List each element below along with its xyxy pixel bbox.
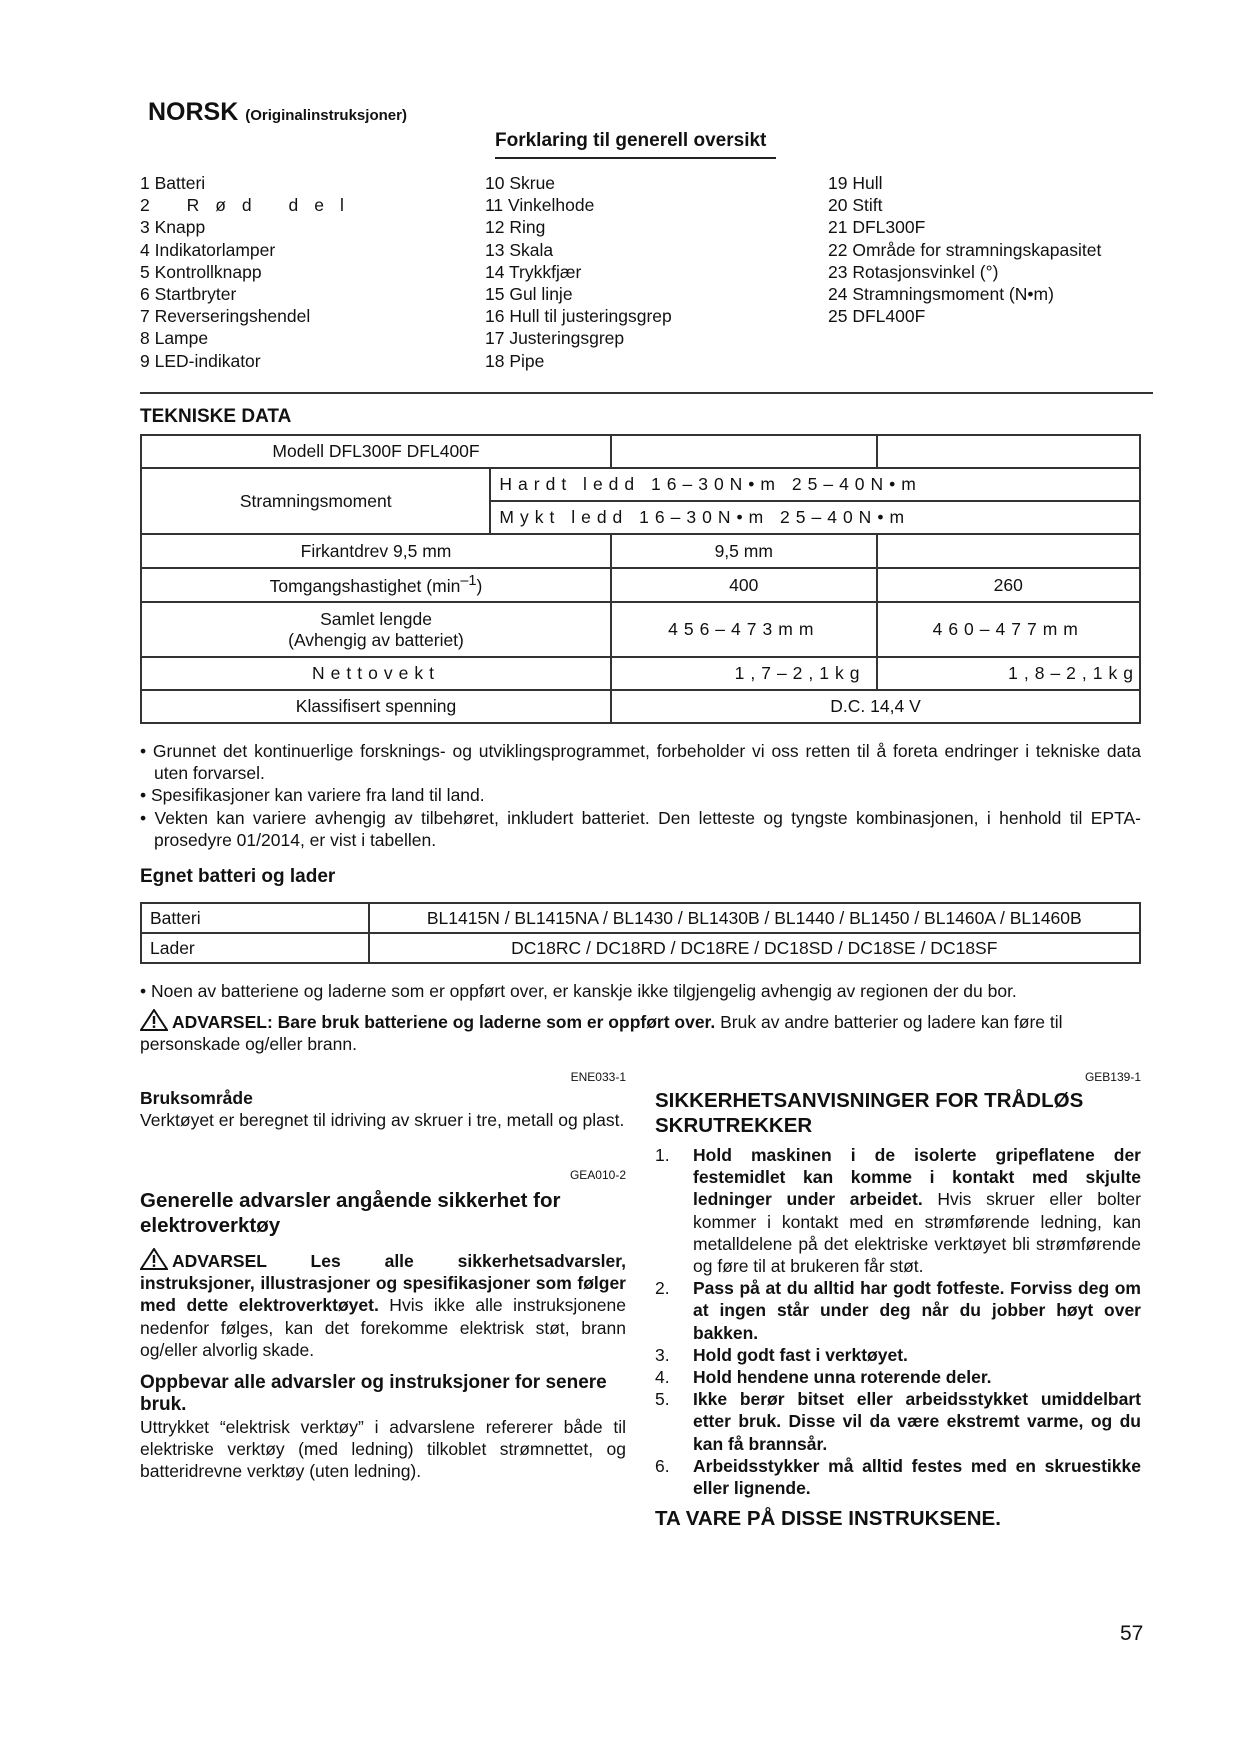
general-safety-title: Generelle advarsler angående sikkerhet for elektroverktøy — [140, 1189, 561, 1237]
list-item: 5. Ikke berør bitset eller arbeidsstykket umiddelbart etter bruk. Disse vil da være ekstremt varme, og du kan få brannsår. — [655, 1389, 1141, 1454]
table-row — [141, 435, 1140, 468]
warning-triangle-icon — [140, 1248, 168, 1270]
table-cell-empty — [877, 435, 1141, 468]
legend-item: 24 Stramningsmoment (N•m) — [828, 284, 1054, 305]
code-ene033: ENE033-1 — [570, 1070, 626, 1084]
note-item: • Vekten kan variere avhengig av tilbehøret, inkludert batteriet. Den letteste og tyngste kombinasjonen, i henhold til EPTA-prosedyre 01/2014, er vist i tabellen. — [140, 807, 1141, 850]
list-item: 3. Hold godt fast i verktøyet. — [655, 1344, 908, 1365]
table-row — [141, 933, 1140, 963]
legend-item: 13 Skala — [485, 239, 554, 260]
legend-item: 6 Startbryter — [140, 284, 237, 305]
legend-item: 1 Batteri — [140, 173, 206, 193]
general-safety-warning — [140, 1248, 626, 1361]
length-dfl400f: 460–477mm — [877, 602, 1141, 657]
code-geb139: GEB139-1 — [1084, 1070, 1141, 1084]
legend-item: 17 Justeringsgrep — [485, 328, 625, 349]
list-item: 6. Arbeidsstykker må alltid festes med en skruestikke eller lignende. — [655, 1455, 1141, 1499]
table-row — [141, 568, 1140, 602]
battery-note: • Noen av batteriene og laderne som er oppført over, er kanskje ikke tilgjengelig avhengig av regionen der du bor. — [140, 981, 1017, 1001]
general-warning-bold: ADVARSEL Les alle sikkerhetsadvarsler, instruksjoner, illustrasjoner og spesifikasjoner som følger med dette elektroverktøyet. — [140, 1251, 626, 1316]
table-row — [141, 657, 1140, 690]
battery-table — [140, 902, 1141, 964]
legend-item: 20 Stift — [828, 195, 883, 216]
square-drive-value: 9,5 mm — [611, 534, 876, 568]
legend-title: Forklaring til generell oversikt — [495, 130, 776, 159]
speed-dfl400f: 260 — [877, 568, 1141, 602]
language-title: NORSK — [148, 98, 239, 126]
list-item: 1. Hold maskinen i de isolerte gripeflatene der festemidlet kan komme i kontakt med skjulte ledninger under arbeidet. Hvis skruer eller bolter kommer i kontakt med en strømførende ledning, kan metalldelene på det elektriske verktøyet bli strømførende og føre til at brukeren får støt. — [655, 1145, 1141, 1277]
legend-item: 9 LED-indikator — [140, 350, 261, 371]
language-subtitle: (Originalinstruksjoner) — [245, 107, 407, 124]
legend-item: 22 Område for stramningskapasitet — [828, 239, 1102, 260]
legend-item: 5 Kontrollknapp — [140, 261, 262, 282]
battery-warning-text: Bruk av andre batterier og ladere kan føre til personskade og/eller brann. — [140, 1012, 1063, 1055]
legend-item: 2 Rød del — [140, 195, 360, 216]
model-cell: Modell DFL300F DFL400F — [141, 435, 611, 468]
legend-item: 19 Hull — [828, 173, 883, 193]
legend-item: 25 DFL400F — [828, 306, 926, 327]
section-divider — [140, 392, 1153, 394]
general-warning-text: Hvis ikke alle instruksjonene nedenfor følges, kan det forekomme elektrisk støt, brann og/eller alvorlig skade. — [140, 1295, 626, 1360]
legend-item: 11 Vinkelhode — [485, 195, 595, 216]
legend-item: 16 Hull til justeringsgrep — [485, 306, 672, 327]
note-item: • Spesifikasjoner kan variere fra land til land. — [140, 785, 485, 806]
legend-item: 15 Gul linje — [485, 284, 573, 305]
torque-label: Stramningsmoment — [141, 468, 490, 534]
cordless-safety-list — [655, 1144, 1141, 1499]
legend-item: 10 Skrue — [485, 173, 556, 193]
table-row — [141, 468, 1140, 501]
voltage-label: Klassifisert spenning — [141, 690, 611, 723]
legend-column-2 — [485, 172, 672, 372]
tech-data-title: TEKNISKE DATA — [140, 406, 292, 427]
save-instructions-footer: TA VARE PÅ DISSE INSTRUKSENE. — [655, 1507, 1001, 1530]
soft-joint-cell: Mykt ledd 16–30N•m 25–40N•m — [490, 501, 1140, 534]
warning-triangle-icon — [140, 1009, 168, 1031]
voltage-value: D.C. 14,4 V — [611, 690, 1140, 723]
weight-label: Nettovekt — [141, 657, 611, 690]
charger-models: DC18RC / DC18RD / DC18RE / DC18SD / DC18SE / DC18SF — [369, 933, 1140, 963]
table-row — [141, 534, 1140, 568]
list-item: 2. Pass på at du alltid har godt fotfeste. Forviss deg om at ingen står under deg når du jobber høyt over bakken. — [655, 1278, 1141, 1343]
table-row — [141, 602, 1140, 657]
page-number: 57 — [1120, 1622, 1144, 1645]
battery-label: Batteri — [141, 903, 369, 933]
keep-instructions-text: Uttrykket “elektrisk verktøy” i advarslene refererer både til elektriske verktøy (med ledning) tilkoblet strømnettet, og batteridrevne verktøy (uten ledning). — [140, 1417, 626, 1482]
speed-label: Tomgangshastighet $(\min^{-1})$ — [141, 568, 611, 602]
battery-warning — [140, 1009, 1141, 1055]
tech-notes — [140, 740, 1141, 851]
legend-item: 4 Indikatorlamper — [140, 239, 276, 260]
battery-warning-bold: ADVARSEL: Bare bruk batteriene og laderne som er oppført over. — [172, 1012, 716, 1032]
speed-dfl300f: 400 — [611, 568, 876, 602]
legend-item: 23 Rotasjonsvinkel (°) — [828, 261, 999, 282]
weight-dfl300f: 1,7–2,1kg — [611, 657, 876, 690]
code-gea010: GEA010-2 — [569, 1168, 626, 1182]
table-cell-empty — [877, 534, 1141, 568]
charger-label: Lader — [141, 933, 369, 963]
table-row — [141, 690, 1140, 723]
square-drive-label: Firkantdrev 9,5 mm — [141, 534, 611, 568]
legend-item: 14 Trykkfjær — [485, 261, 582, 282]
intended-use-text: Verktøyet er beregnet til idriving av skruer i tre, metall og plast. — [140, 1110, 625, 1130]
legend-item: 21 DFL300F — [828, 217, 926, 238]
legend-item: 8 Lampe — [140, 328, 209, 349]
keep-instructions-title: Oppbevar alle advarsler og instruksjoner for senere bruk. — [140, 1372, 607, 1415]
list-item: 4. Hold hendene unna roterende deler. — [655, 1367, 992, 1388]
page-header — [148, 98, 407, 127]
battery-section-title: Egnet batteri og lader — [140, 866, 336, 887]
legend-column-3 — [828, 172, 1101, 327]
tech-data-table — [140, 434, 1141, 724]
legend-item: 18 Pipe — [485, 350, 545, 371]
note-item: • Grunnet det kontinuerlige forsknings- og utviklingsprogrammet, forbeholder vi oss retten til å foreta endringer i tekniske data uten forvarsel. — [140, 741, 1141, 784]
legend-item: 3 Knapp — [140, 217, 206, 238]
legend-column-1 — [140, 172, 360, 372]
table-row — [141, 903, 1140, 933]
table-cell-empty — [611, 435, 876, 468]
battery-models: BL1415N / BL1415NA / BL1430 / BL1430B / BL1440 / BL1450 / BL1460A / BL1460B — [369, 903, 1140, 933]
legend-item: 7 Reverseringshendel — [140, 306, 311, 327]
weight-dfl400f: 1,8–2,1kg — [877, 657, 1141, 690]
intended-use-title: Bruksområde — [140, 1088, 253, 1108]
length-dfl300f: 456–473mm — [611, 602, 876, 657]
legend-item: 12 Ring — [485, 217, 546, 238]
cordless-safety-title: SIKKERHETSANVISNINGER FOR TRÅDLØS SKRUTREKKER — [655, 1089, 1084, 1137]
length-label: Samlet lengde (Avhengig av batteriet) — [141, 602, 611, 657]
hard-joint-cell: Hardt ledd 16–30N•m 25–40N•m — [490, 468, 1140, 501]
